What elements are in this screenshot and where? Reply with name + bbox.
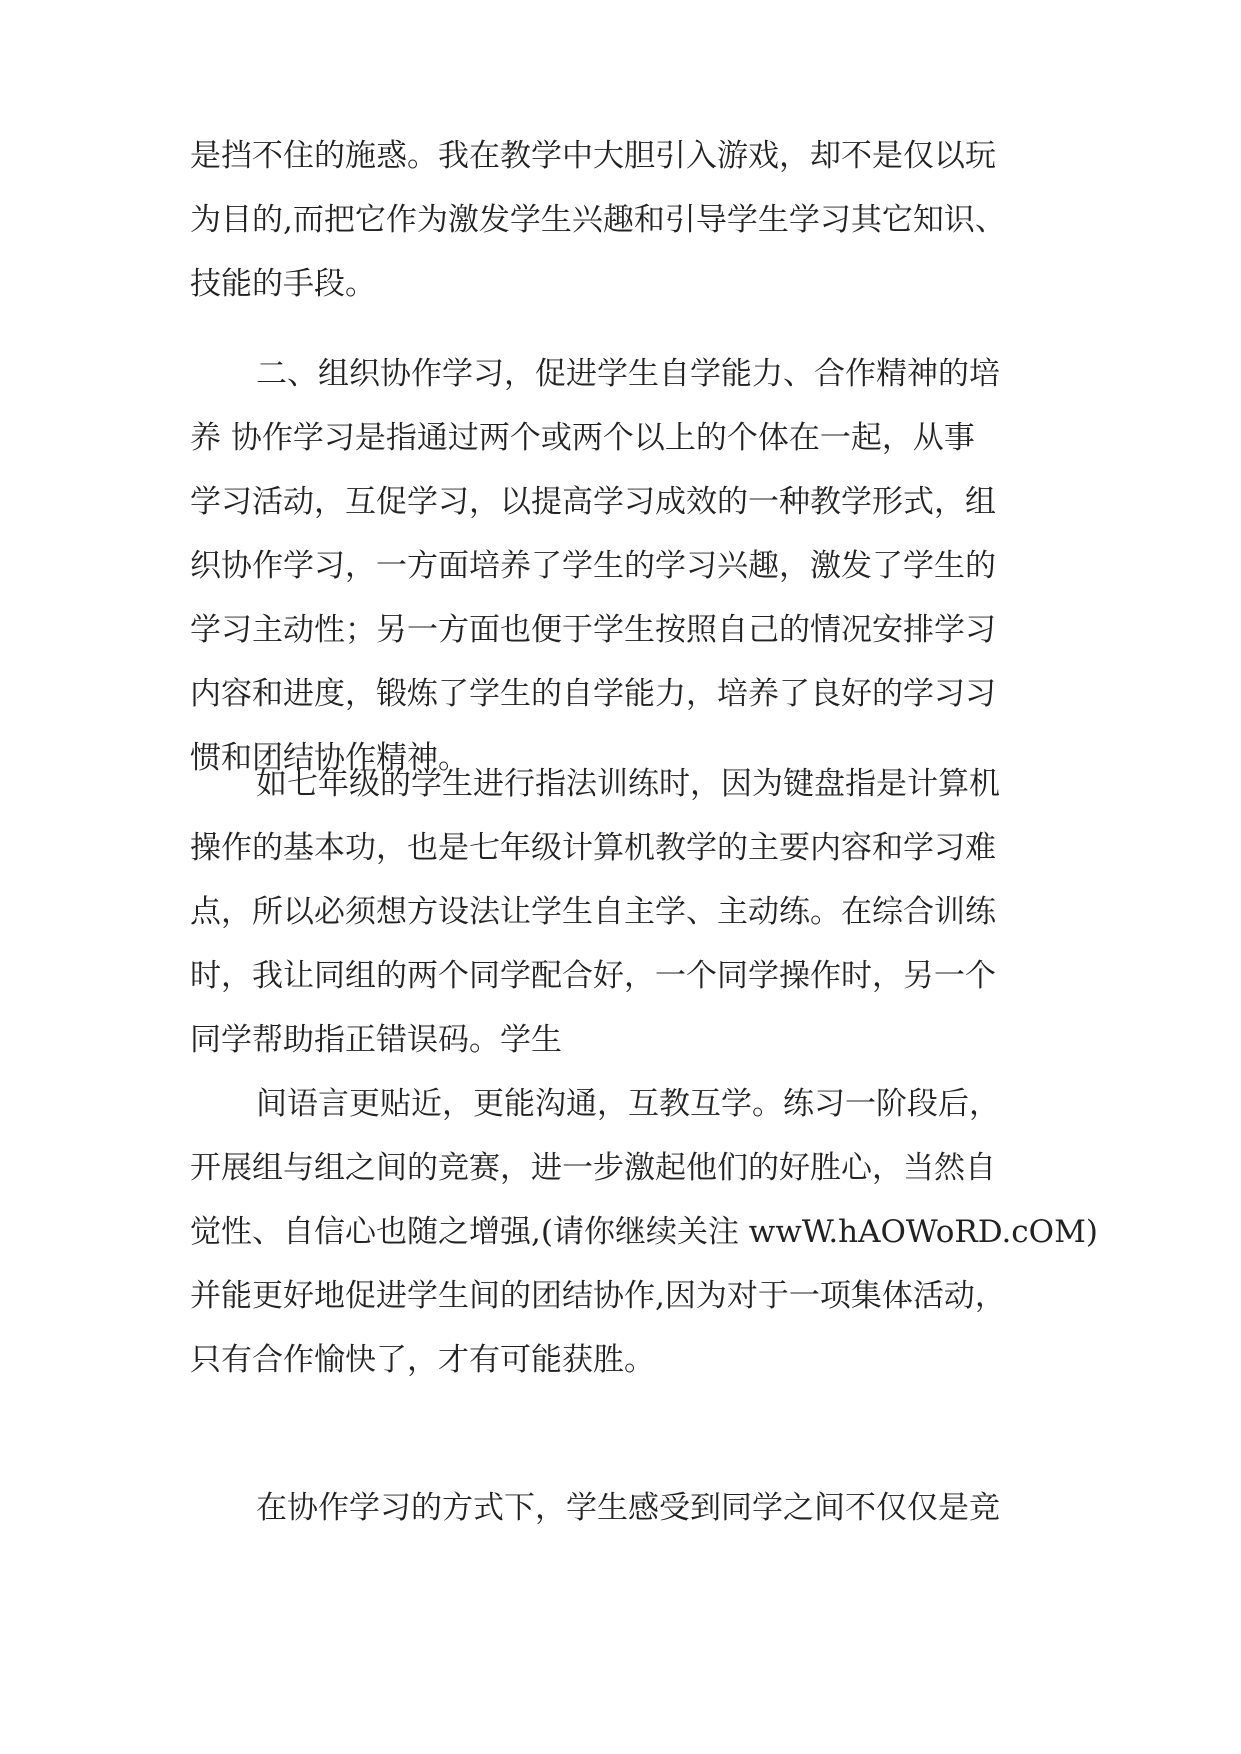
text-line: 织协作学习，一方面培养了学生的学习兴趣，激发了学生的: [190, 548, 996, 584]
text-line: 内容和进度，锻炼了学生的自学能力，培养了良好的学习习: [190, 676, 996, 712]
paragraph-typing-practice: [190, 752, 1090, 1072]
text-line: 并能更好地促进学生间的团结协作,因为对于一项集体活动，: [190, 1278, 1006, 1314]
paragraph-game-teaching: [190, 124, 1090, 316]
text-line: 是挡不住的施惑。我在教学中大胆引入游戏，却不是仅以玩: [190, 138, 996, 174]
paragraph-collaboration-feelings: [190, 1476, 1090, 1540]
paragraph-group-competition: [190, 1072, 1098, 1392]
text-line: 间语言更贴近，更能沟通，互教互学。练习一阶段后，: [256, 1086, 1000, 1122]
text-line: 在协作学习的方式下，学生感受到同学之间不仅仅是竞: [256, 1490, 1000, 1526]
text-line: 觉性、自信心也随之增强,(请你继续关注 wwW.hAOWoRD.cOM): [190, 1214, 1098, 1250]
text-line: 操作的基本功，也是七年级计算机教学的主要内容和学习难: [190, 830, 996, 866]
text-line: 时，我让同组的两个同学配合好，一个同学操作时，另一个: [190, 958, 996, 994]
text-line: 学习活动，互促学习，以提高学习成效的一种教学形式，组: [190, 484, 996, 520]
text-line: 开展组与组之间的竞赛，进一步激起他们的好胜心，当然自: [190, 1150, 996, 1186]
text-line: 只有合作愉快了，才有可能获胜。: [190, 1342, 655, 1378]
text-line: 技能的手段。: [190, 266, 376, 302]
text-line: 如七年级的学生进行指法训练时，因为键盘指是计算机: [256, 766, 1000, 802]
section-heading-line: 二、组织协作学习，促进学生自学能力、合作精神的培: [256, 356, 1000, 392]
text-line: 点，所以必须想方设法让学生自主学、主动练。在综合训练: [190, 894, 996, 930]
text-line: 学习主动性；另一方面也便于学生按照自己的情况安排学习: [190, 612, 996, 648]
text-line: 为目的,而把它作为激发学生兴趣和引导学生学习其它知识、: [190, 202, 1006, 238]
paragraph-collaborative-learning: [190, 342, 1090, 790]
text-line: 养 协作学习是指通过两个或两个以上的个体在一起，从事: [190, 420, 975, 456]
text-line: 惯和团结协作精神。: [190, 740, 469, 776]
text-line: 同学帮助指正错误码。学生: [190, 1022, 562, 1058]
